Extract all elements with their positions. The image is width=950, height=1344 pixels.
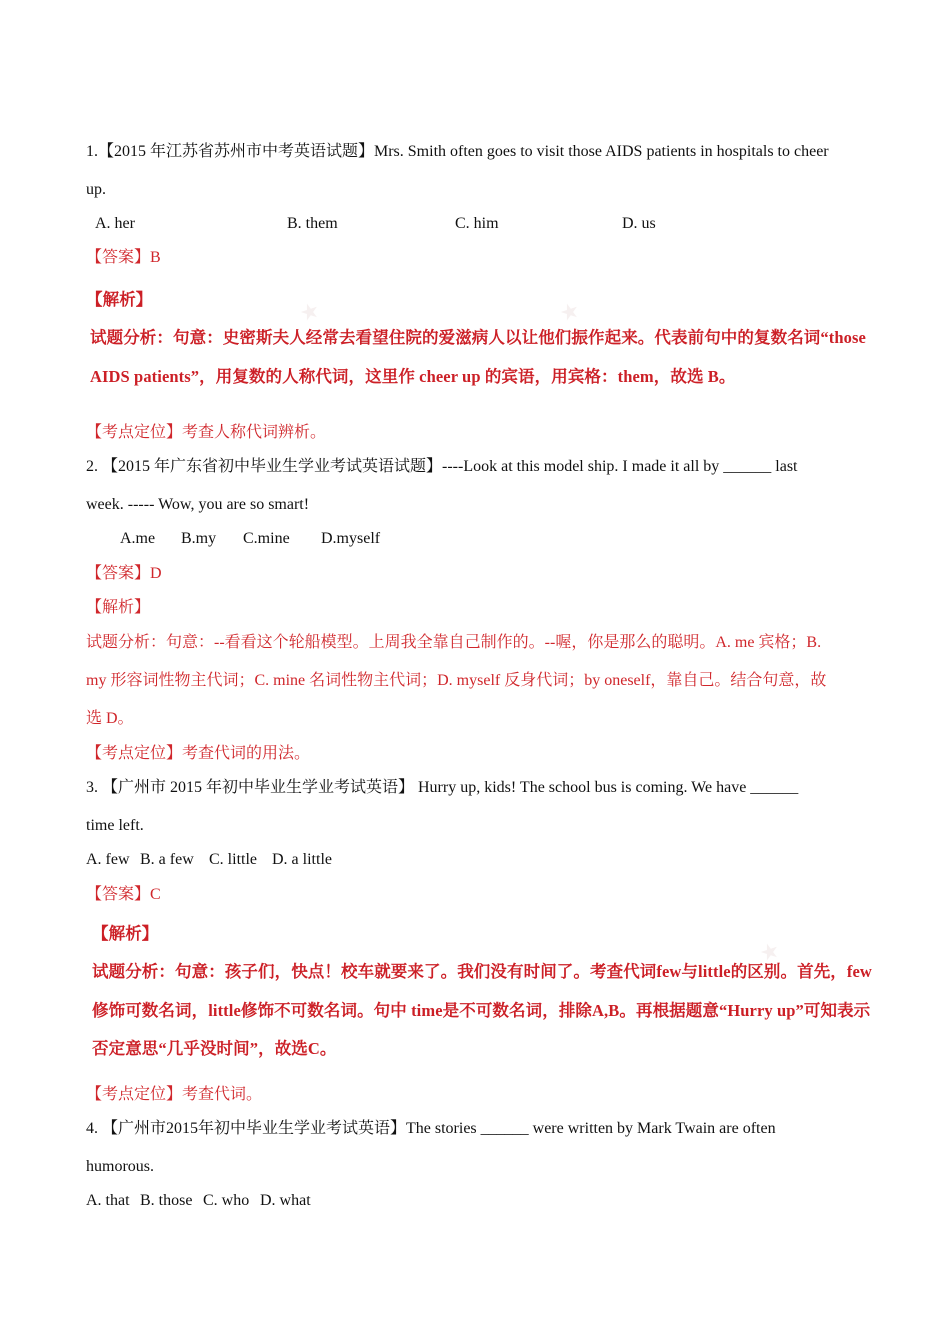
- option-b: B. a few: [140, 851, 194, 868]
- question-3-stem-cont: time left.: [86, 817, 144, 834]
- option-d: D.myself: [321, 530, 381, 547]
- question-1-stem: 1.【2015 年江苏省苏州市中考英语试题】Mrs. Smith often goes to visit those AIDS patients in hospitals to cheer: [86, 143, 829, 160]
- option-b: B. those: [140, 1192, 193, 1209]
- option-b: B. them: [287, 215, 338, 232]
- option-a: A.me: [120, 530, 156, 547]
- question-2-analysis-heading: 【解析】: [86, 599, 151, 616]
- question-3-point: 【考点定位】考查代词。: [86, 1086, 263, 1103]
- option-c: C. little: [209, 851, 257, 868]
- option-c: C. him: [455, 215, 499, 232]
- question-4-stem: 4. 【广州市2015年初中毕业生学业考试英语】The stories ______ were written by Mark Twain are often: [86, 1120, 776, 1137]
- question-1-point: 【考点定位】考查人称代词辨析。: [86, 424, 327, 441]
- question-2-answer: 【答案】D: [86, 565, 162, 582]
- question-2-analysis-line: 选 D。: [86, 710, 134, 727]
- question-1-analysis-line: AIDS patients”，用复数的人称代词，这里作 cheer up 的宾语，用宾格：them，故选 B。: [90, 367, 736, 386]
- option-b: B.my: [181, 530, 217, 547]
- question-2-stem: 2. 【2015 年广东省初中毕业生学业考试英语试题】----Look at this model ship. I made it all by ______ last: [86, 458, 798, 475]
- question-3-analysis-line: 试题分析：句意：孩子们，快点！校车就要来了。我们没有时间了。考查代词few与little的区别。首先，few: [92, 962, 872, 981]
- question-3-stem: 3. 【广州市 2015 年初中毕业生学业考试英语】 Hurry up, kids! The school bus is coming. We have ______: [86, 779, 799, 796]
- option-a: A. her: [95, 215, 135, 232]
- question-3-analysis-heading: 【解析】: [92, 924, 159, 943]
- question-1-analysis-line: 试题分析：句意：史密斯夫人经常去看望住院的爱滋病人以让他们振作起来。代表前句中的复数名词“those: [90, 328, 866, 347]
- watermark-logo: ★: [296, 297, 324, 328]
- question-2-stem-cont: week. ----- Wow, you are so smart!: [86, 496, 310, 513]
- question-1-stem-cont: up.: [86, 181, 106, 198]
- question-3-answer: 【答案】C: [86, 886, 161, 903]
- option-d: D. what: [260, 1192, 311, 1209]
- question-2-analysis-line: my 形容词性物主代词；C. mine 名词性物主代词；D. myself 反身代词；by oneself，靠自己。结合句意，故: [86, 672, 827, 689]
- option-a: A. few: [86, 851, 130, 868]
- option-d: D. a little: [272, 851, 332, 868]
- watermark-logo: ★: [556, 297, 584, 328]
- question-3-analysis-line: 修饰可数名词，little修饰不可数名词。句中 time是不可数名词，排除A,B。再根据题意“Hurry up”可知表示: [92, 1001, 871, 1020]
- watermark-logo: ★: [756, 937, 784, 968]
- option-a: A. that: [86, 1192, 130, 1209]
- question-1-analysis-heading: 【解析】: [86, 290, 153, 309]
- question-2-point: 【考点定位】考查代词的用法。: [86, 745, 311, 762]
- option-c: C. who: [203, 1192, 250, 1209]
- question-2-analysis-line: 试题分析：句意：--看看这个轮船模型。上周我全靠自己制作的。--喔，你是那么的聪明。A. me 宾格；B.: [86, 634, 822, 651]
- option-c: C.mine: [243, 530, 290, 547]
- option-d: D. us: [622, 215, 656, 232]
- question-1-answer: 【答案】B: [86, 249, 161, 266]
- question-4-stem-cont: humorous.: [86, 1158, 154, 1175]
- question-3-analysis-line: 否定意思“几乎没时间”，故选C。: [92, 1039, 337, 1058]
